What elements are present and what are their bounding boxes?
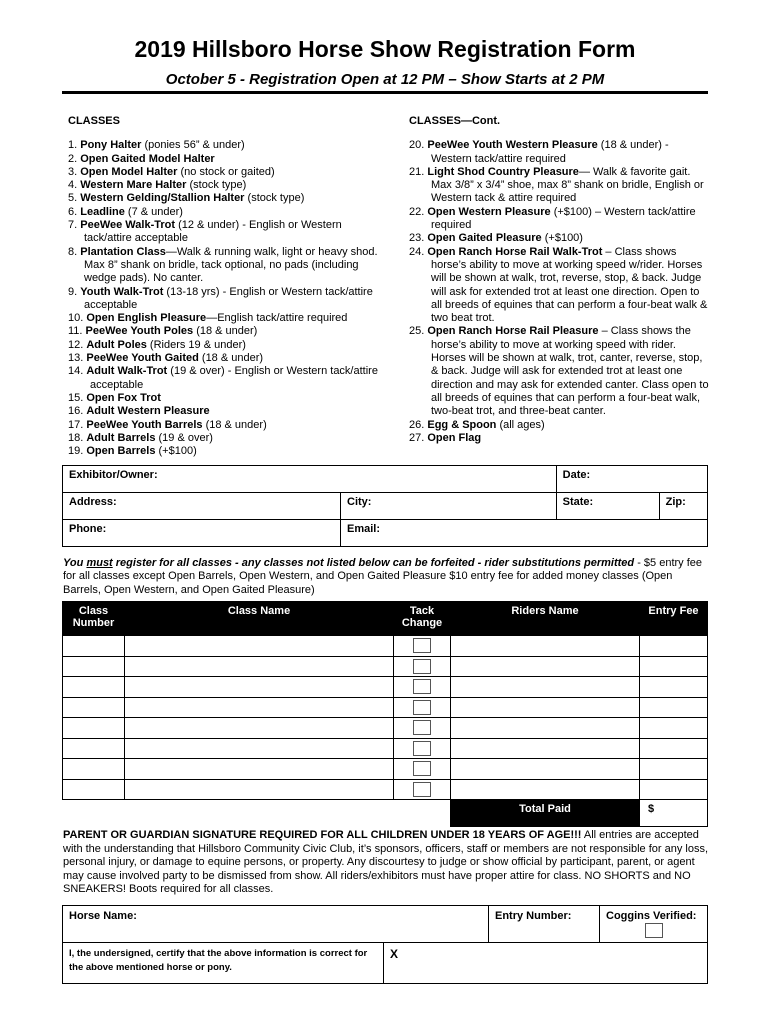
entry-row: [63, 677, 708, 698]
class-name: PeeWee Youth Poles: [85, 325, 194, 338]
riders-name-cell[interactable]: [451, 718, 640, 739]
phone-label: Phone:: [69, 523, 107, 535]
address-field[interactable]: [63, 493, 341, 520]
class-description: (no stock or gaited): [177, 165, 275, 178]
class-name: Open Western Pleasure: [427, 205, 551, 218]
class-description: (12 & under) - English or Western tack/attire acceptable: [84, 219, 342, 245]
entry-fee-cell[interactable]: [640, 779, 708, 800]
class-name-cell[interactable]: [125, 697, 394, 718]
class-name: Open Flag: [427, 431, 482, 444]
tack-change-cell: [394, 656, 451, 677]
class-item: [68, 219, 388, 246]
col-class-name: Class Name: [125, 602, 394, 636]
class-number: 1.: [68, 139, 78, 152]
phone-field[interactable]: [63, 520, 341, 547]
class-name-cell[interactable]: [125, 738, 394, 759]
tack-change-checkbox[interactable]: [413, 720, 431, 735]
horse-name-field[interactable]: [63, 906, 489, 943]
class-item: [68, 445, 388, 458]
classes-right-column: [409, 115, 709, 445]
signature-mark: X: [390, 947, 399, 961]
class-item: [68, 365, 388, 392]
classes-cont-header: CLASSES—Cont.: [409, 115, 501, 127]
notice-emph-pre: You: [63, 557, 87, 569]
tack-change-cell: [394, 636, 451, 657]
class-description: (stock type): [186, 179, 247, 192]
class-item: [68, 206, 388, 219]
riders-name-cell[interactable]: [451, 656, 640, 677]
class-description: (18 & under): [193, 325, 258, 338]
tack-change-cell: [394, 718, 451, 739]
class-description: (stock type): [244, 192, 305, 205]
class-number: 26.: [409, 418, 425, 431]
parent-notice-rest: All entries are accepted with the understanding that Hillsboro Community Civic Club, it’s sponsors, officers, staff or members are not responsible for any loss, personal injury, or damage to equine persons, or property. Any discourtesy to judge or show official by participant, parent, or agent may cause involved party to be dismissed from show. All riders/exhibitors must have proper attire for class. NO SHORTS and NO SNEAKERS! Boots required for all classes.: [63, 829, 709, 896]
class-item: [409, 246, 709, 326]
class-name-cell[interactable]: [125, 779, 394, 800]
entry-number-label: Entry Number:: [495, 910, 572, 922]
class-name: Open Gaited Pleasure: [427, 232, 542, 245]
class-number: 7.: [68, 219, 78, 232]
class-name: Open English Pleasure: [86, 312, 207, 325]
class-item: [68, 405, 388, 418]
riders-name-cell[interactable]: [451, 779, 640, 800]
col-class-number: Class Number: [63, 602, 125, 636]
entry-row: [63, 738, 708, 759]
class-name: Youth Walk-Trot: [80, 285, 164, 298]
tack-change-cell: [394, 697, 451, 718]
tack-change-cell: [394, 759, 451, 780]
class-name-cell[interactable]: [125, 636, 394, 657]
title-divider: [62, 91, 708, 94]
class-item: [409, 325, 709, 418]
class-description: – Class shows horse’s ability to move at working speed w/rider. Horses will be shown at walk, trot, reverse, stop, & back. Judge will ask for extended trot at least one direction. Open to all breeds of equines that can perform a four-beat walk & two beat trot.: [431, 245, 708, 325]
total-paid-label: Total Paid: [451, 800, 640, 827]
class-number: 21.: [409, 165, 425, 178]
class-item: [68, 312, 388, 325]
class-item: [68, 166, 388, 179]
class-description: (+$100): [155, 445, 197, 458]
class-item: [409, 432, 709, 445]
class-item: [68, 432, 388, 445]
class-name: Adult Western Pleasure: [86, 405, 210, 418]
class-item: [409, 139, 709, 166]
entry-fee-cell[interactable]: [640, 636, 708, 657]
entry-fee-cell[interactable]: [640, 697, 708, 718]
tack-change-cell: [394, 677, 451, 698]
class-name: Adult Poles: [86, 338, 147, 351]
address-label: Address:: [69, 496, 117, 508]
tack-change-checkbox[interactable]: [413, 782, 431, 797]
class-name: PeeWee Youth Western Pleasure: [427, 139, 598, 152]
col-entry-fee: Entry Fee: [640, 602, 708, 636]
notice-emph-post: register for all classes - any classes not listed below can be forfeited - rider substitutions permitted: [112, 557, 635, 569]
horse-info-table: [62, 905, 708, 984]
tack-change-cell: [394, 738, 451, 759]
class-name: PeeWee Youth Gaited: [86, 352, 199, 365]
entry-fee-cell[interactable]: [640, 759, 708, 780]
form-title: 2019 Hillsboro Horse Show Registration Form: [134, 36, 636, 62]
tack-change-checkbox[interactable]: [413, 659, 431, 674]
class-name: PeeWee Walk-Trot: [80, 219, 176, 232]
col-riders-name: Riders Name: [451, 602, 640, 636]
parent-notice: [63, 829, 711, 897]
state-label: State:: [562, 496, 594, 508]
riders-name-cell[interactable]: [451, 738, 640, 759]
notice-rest: - $5 entry fee for all classes except Open Barrels, Open Western, and Open Gaited Pleasure $10 entry fee for added money classes (Open Barrels, Open Western, and Open Gaited Pleasure): [63, 557, 703, 596]
exhibitor-owner-label: Exhibitor/Owner:: [69, 469, 158, 481]
class-name: Western Mare Halter: [80, 179, 187, 192]
class-name: Adult Walk-Trot: [86, 365, 168, 378]
class-number: 18.: [68, 431, 84, 444]
coggins-field: [600, 906, 708, 943]
col-tack-change: Tack Change: [394, 602, 451, 636]
class-number: 17.: [68, 418, 84, 431]
class-name: Open Model Halter: [80, 165, 178, 178]
class-name: Open Gaited Model Halter: [80, 152, 215, 165]
class-description: (19 & over): [155, 431, 213, 444]
class-number: 5.: [68, 192, 78, 205]
class-name-cell[interactable]: [125, 759, 394, 780]
zip-field[interactable]: [659, 493, 707, 520]
class-item: [68, 286, 388, 313]
tack-change-checkbox[interactable]: [413, 700, 431, 715]
horse-name-label: Horse Name:: [69, 910, 137, 922]
class-name: Adult Barrels: [86, 431, 156, 444]
class-name: Egg & Spoon: [427, 418, 497, 431]
class-number-cell[interactable]: [63, 779, 125, 800]
class-description: (18 & under): [202, 418, 267, 431]
total-spacer: [63, 800, 451, 827]
class-number: 19.: [68, 445, 84, 458]
tack-change-checkbox[interactable]: [413, 761, 431, 776]
classes-left-column: [68, 115, 388, 458]
class-item: [409, 419, 709, 432]
class-item: [409, 232, 709, 245]
entry-row: [63, 718, 708, 739]
tack-change-checkbox[interactable]: [413, 638, 431, 653]
class-number: 15.: [68, 391, 84, 404]
class-number-cell[interactable]: [63, 636, 125, 657]
class-number: 14.: [68, 365, 84, 378]
class-description: (+$100) – Western tack/attire required: [431, 205, 696, 232]
class-number: 8.: [68, 245, 78, 258]
class-item: [409, 206, 709, 233]
class-description: (19 & over) - English or Western tack/attire acceptable: [90, 365, 378, 391]
class-item: [68, 153, 388, 166]
class-item: [68, 192, 388, 205]
certify-statement: I, the undersigned, certify that the above information is correct for the above mentioned horse or pony.: [63, 943, 384, 984]
entry-fee-cell[interactable]: [640, 677, 708, 698]
class-number-cell[interactable]: [63, 677, 125, 698]
class-name-cell[interactable]: [125, 718, 394, 739]
class-description: — Walk & favorite gait. Max 3/8” x 3/4” shoe, max 8” shank on bridle, English or Western tack & attire required: [431, 165, 704, 205]
class-name: Open Fox Trot: [86, 391, 161, 404]
class-item: [68, 179, 388, 192]
class-name-cell[interactable]: [125, 656, 394, 677]
class-description: —English tack/attire required: [206, 312, 348, 325]
exhibitor-info-table: [62, 465, 708, 547]
class-name: Open Barrels: [86, 445, 156, 458]
class-name: Light Shod Country Pleasure: [427, 165, 579, 178]
riders-name-cell[interactable]: [451, 759, 640, 780]
class-description: – Class shows the horse’s ability to move at working speed with rider. Horses will be shown at walk, trot, canter, reverse, stop, & back. Judge will ask for extended trot at least one direction and may ask for extended canter. Class open to all breeds of equines that can perform a four-beat walk, two-beat trot, and three-beat canter.: [431, 325, 709, 418]
form-subtitle: October 5 - Registration Open at 12 PM – Show Starts at 2 PM: [165, 71, 605, 88]
class-item: [68, 139, 388, 152]
notice-emph-must: must: [86, 557, 113, 569]
class-description: —Walk & running walk, light or heavy shod. Max 8” shank on bridle, tack optional, no pads (including wedge pads). No canter.: [84, 245, 378, 285]
exhibitor-owner-field[interactable]: [63, 466, 557, 493]
class-description: (+$100): [541, 232, 583, 245]
class-number: 12.: [68, 338, 84, 351]
class-name: Pony Halter: [80, 139, 142, 152]
city-label: City:: [347, 496, 372, 508]
entry-row: [63, 636, 708, 657]
city-field[interactable]: [341, 493, 557, 520]
class-number: 25.: [409, 325, 425, 338]
class-name: Leadline: [80, 205, 125, 218]
registration-notice: [63, 557, 709, 597]
class-item: [68, 419, 388, 432]
class-name: Open Ranch Horse Rail Walk-Trot: [427, 245, 603, 258]
class-number-cell[interactable]: [63, 656, 125, 677]
class-number: 22.: [409, 205, 425, 218]
date-label: Date:: [562, 469, 591, 481]
entry-fee-cell[interactable]: [640, 738, 708, 759]
total-paid-symbol: $: [648, 803, 655, 815]
class-number: 6.: [68, 205, 78, 218]
class-name-cell[interactable]: [125, 677, 394, 698]
riders-name-cell[interactable]: [451, 697, 640, 718]
class-name: Open Ranch Horse Rail Pleasure: [427, 325, 599, 338]
class-item: [68, 392, 388, 405]
class-number: 4.: [68, 179, 78, 192]
entry-fee-cell[interactable]: [640, 718, 708, 739]
class-name: PeeWee Youth Barrels: [86, 418, 203, 431]
entry-row: [63, 697, 708, 718]
class-number: 27.: [409, 431, 425, 444]
class-number: 9.: [68, 285, 78, 298]
class-description: (7 & under): [124, 205, 183, 218]
class-number: 2.: [68, 152, 78, 165]
entry-row: [63, 656, 708, 677]
class-description: (ponies 56” & under): [141, 139, 245, 152]
coggins-checkbox[interactable]: [645, 923, 663, 938]
tack-change-checkbox[interactable]: [413, 741, 431, 756]
class-number: 11.: [68, 325, 83, 338]
class-entry-table: [62, 601, 708, 827]
class-description: (all ages): [496, 418, 545, 431]
date-field[interactable]: [556, 466, 707, 493]
email-label: Email:: [347, 523, 381, 535]
total-paid-field[interactable]: [640, 800, 708, 827]
class-number: 23.: [409, 232, 425, 245]
class-number: 13.: [68, 352, 84, 365]
parent-notice-bold: PARENT OR GUARDIAN SIGNATURE REQUIRED FOR ALL CHILDREN UNDER 18 YEARS OF AGE!!!: [63, 829, 582, 841]
classes-header: CLASSES: [68, 115, 120, 127]
class-number: 24.: [409, 245, 425, 258]
class-name: Western Gelding/Stallion Halter: [80, 192, 245, 205]
riders-name-cell[interactable]: [451, 636, 640, 657]
class-description: (Riders 19 & under): [146, 338, 246, 351]
zip-label: Zip:: [665, 496, 686, 508]
class-description: (18 & under): [198, 352, 264, 365]
class-number-cell[interactable]: [63, 718, 125, 739]
riders-name-cell[interactable]: [451, 677, 640, 698]
entry-row: [63, 779, 708, 800]
class-number-cell[interactable]: [63, 759, 125, 780]
coggins-label: Coggins Verified:: [606, 910, 697, 922]
entry-row: [63, 759, 708, 780]
class-item: [68, 325, 388, 338]
entry-number-field[interactable]: [489, 906, 600, 943]
entry-fee-cell[interactable]: [640, 656, 708, 677]
class-number: 3.: [68, 165, 78, 178]
class-item: [68, 339, 388, 352]
class-item: [68, 246, 388, 286]
class-number: 20.: [409, 139, 425, 152]
class-name: Plantation Class: [80, 245, 166, 258]
class-item: [409, 166, 709, 206]
signature-field[interactable]: [384, 943, 708, 984]
tack-change-cell: [394, 779, 451, 800]
class-description: (13-18 yrs) - English or Western tack/attire acceptable: [84, 285, 373, 311]
class-item: [68, 352, 388, 365]
class-number-cell[interactable]: [63, 697, 125, 718]
class-number: 10.: [68, 312, 84, 325]
email-field[interactable]: [341, 520, 708, 547]
tack-change-checkbox[interactable]: [413, 679, 431, 694]
state-field[interactable]: [556, 493, 659, 520]
class-number-cell[interactable]: [63, 738, 125, 759]
class-description: (18 & under) - Western tack/attire required: [431, 139, 669, 165]
class-number: 16.: [68, 405, 84, 418]
